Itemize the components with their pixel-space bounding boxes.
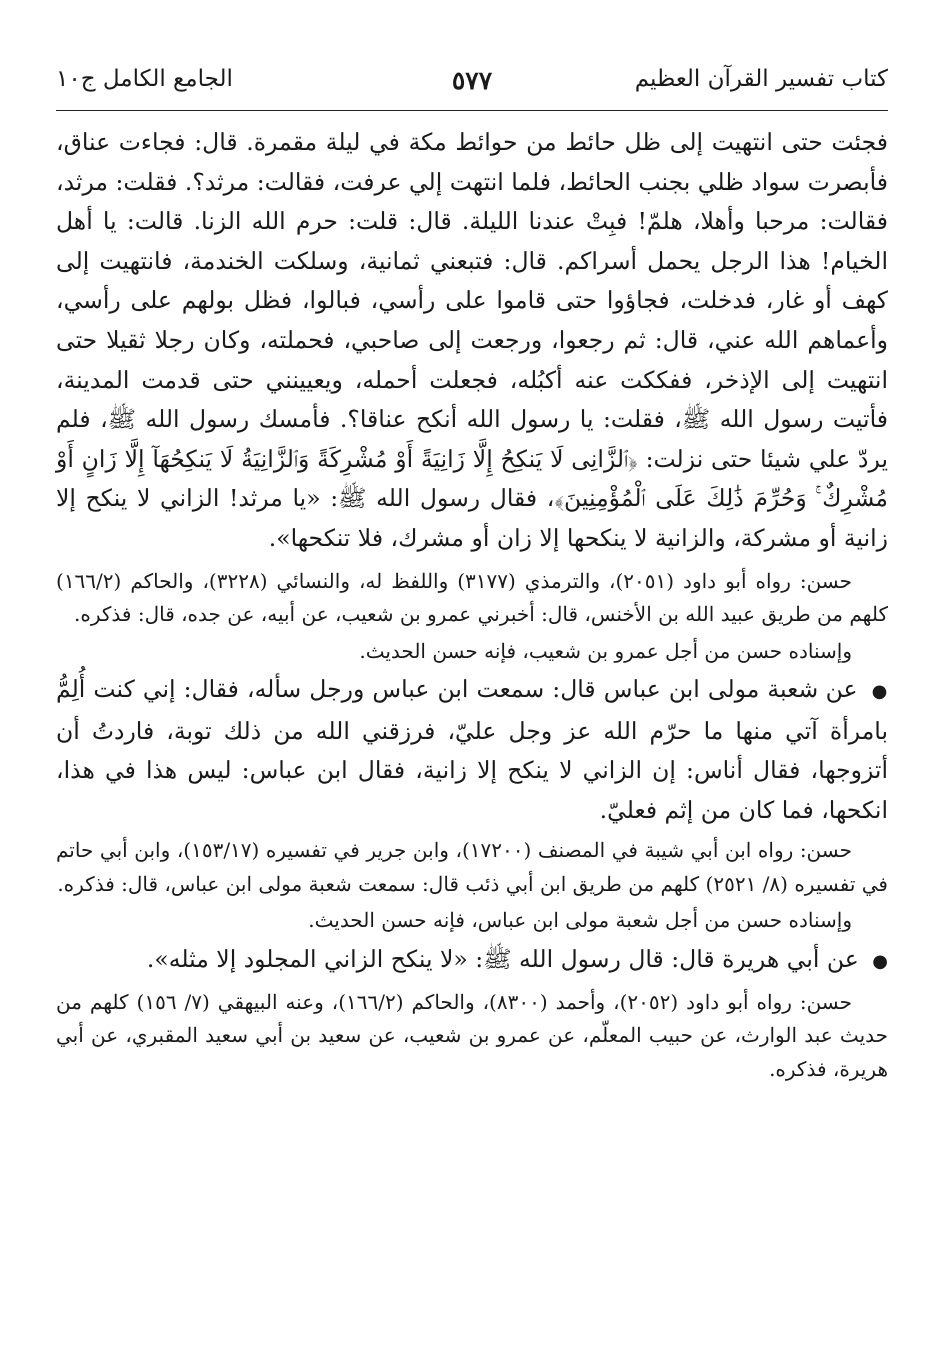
book-title: كتاب تفسير القرآن العظيم: [634, 66, 888, 92]
hadith-text: عن شعبة مولى ابن عباس قال: سمعت ابن عباس ورجل سأله، فقال: إني كنت أُلِمُّ بامرأة آتي منها ما حرّم الله عز وجل عليّ، فرزقني الله من ذلك توبة، فاردتُ أن أتزوجها، فقال أناس: إن الزاني لا ينكح إلا زانية، فقال ابن عباس: ليس هذا في هذا، انكحها، فما كان من إثم فعليّ.: [56, 675, 888, 824]
page-number: ٥٧٧: [451, 66, 493, 95]
hadith-paragraph: [56, 670, 888, 830]
book-page: [56, 62, 888, 1352]
hadith-paragraph: [56, 940, 888, 982]
page-content: [56, 123, 888, 1086]
isnad-assessment: وإسناده حسن من أجل شعبة مولى ابن عباس، فإنه حسن الحديث.: [308, 908, 852, 933]
hadith-grading-note: حسن: رواه أبو داود (٢٠٥٢)، وأحمد (٨٣٠٠)، والحاكم (١٦٦/٢)، وعنه البيهقي (٧/ ١٥٦) كلهم من حديث عبد الوارث، عن حبيب المعلّم، عن عمرو بن شعيب، عن سعيد بن أبي سعيد المقبري، عن أبي هريرة، فذكره.: [56, 989, 888, 1081]
hadith-text: عن أبي هريرة قال: قال رسول الله ﷺ: «لا ينكح الزاني المجلود إلا مثله».: [146, 944, 859, 973]
main-paragraph: فجئت حتى انتهيت إلى ظل حائط من حوائط مكة في ليلة مقمرة. قال: فجاءت عناق، فأبصرت سواد ظلي بجنب الحائط، فلما انتهت إلي عرفت، فقالت: مرثد؟. فقلت: مرثد، فقالت: مرحبا وأهلا، هلمّ! فبِتْ عندنا الليلة. قال: قلت: حرم الله الزنا. قالت: يا أهل الخيام! هذا الرجل يحمل أسراكم. قال: فتبعني ثمانية، وسلكت الخندمة، فانتهيت إلى كهف أو غار، فدخلت، فجاؤوا حتى قاموا على رأسي، فبالوا، فظل بولهم على رأسي، وأعماهم الله عني، قال: ثم رجعوا، ورجعت إلى صاحبي، فحملته، وكان رجلا ثقيلا حتى انتهيت إلى الإذخر، ففككت عنه أكبُله، فجعلت أحمله، ويعيينني حتى قدمت المدينة، فأتيت رسول الله ﷺ، فقلت: يا رسول الله أنكح عناقا؟. فأمسك رسول الله ﷺ، فلم يردّ علي شيئا حتى نزلت: ﴿ٱلزَّانِى لَا يَنكِحُ إِلَّا زَانِيَةً أَوْ مُشْرِكَةً وَٱلزَّانِيَةُ لَا يَنكِحُهَآ إِلَّا زَانٍ أَوْ مُشْرِكٌ ۚ وَحُرِّمَ ذَٰلِكَ عَلَى ٱلْمُؤْمِنِينَ﴾، فقال رسول الله ﷺ: «يا مرثد! الزاني لا ينكح إلا زانية أو مشركة، والزانية لا ينكحها إلا زان أو مشرك، فلا تنكحها».: [56, 128, 888, 552]
volume-label: الجامع الكامل ج١٠: [56, 66, 233, 92]
isnad-assessment: وإسناده حسن من أجل عمرو بن شعيب، فإنه حسن الحديث.: [359, 638, 852, 663]
bullet-icon: ●: [872, 950, 888, 972]
hadith-grading-note: حسن: رواه ابن أبي شيبة في المصنف (١٧٢٠٠)، وابن جرير في تفسيره (١٥٣/١٧)، وابن أبي حاتم في تفسيره (٨/ ٢٥٢١) كلهم من طريق ابن أبي ذئب قال: سمعت شعبة مولى ابن عباس، قال: فذكره.: [56, 838, 888, 896]
bullet-icon: ●: [871, 681, 888, 703]
hadith-grading-note: حسن: رواه أبو داود (٢٠٥١)، والترمذي (٣١٧٧) واللفظ له، والنسائي (٣٢٢٨)، والحاكم (١٦٦/٢) كلهم من طريق عبيد الله بن الأخنس، قال: أخبرني عمرو بن شعيب، عن أبيه، عن جده، قال: فذكره.: [56, 568, 888, 627]
page-header: [56, 62, 888, 111]
